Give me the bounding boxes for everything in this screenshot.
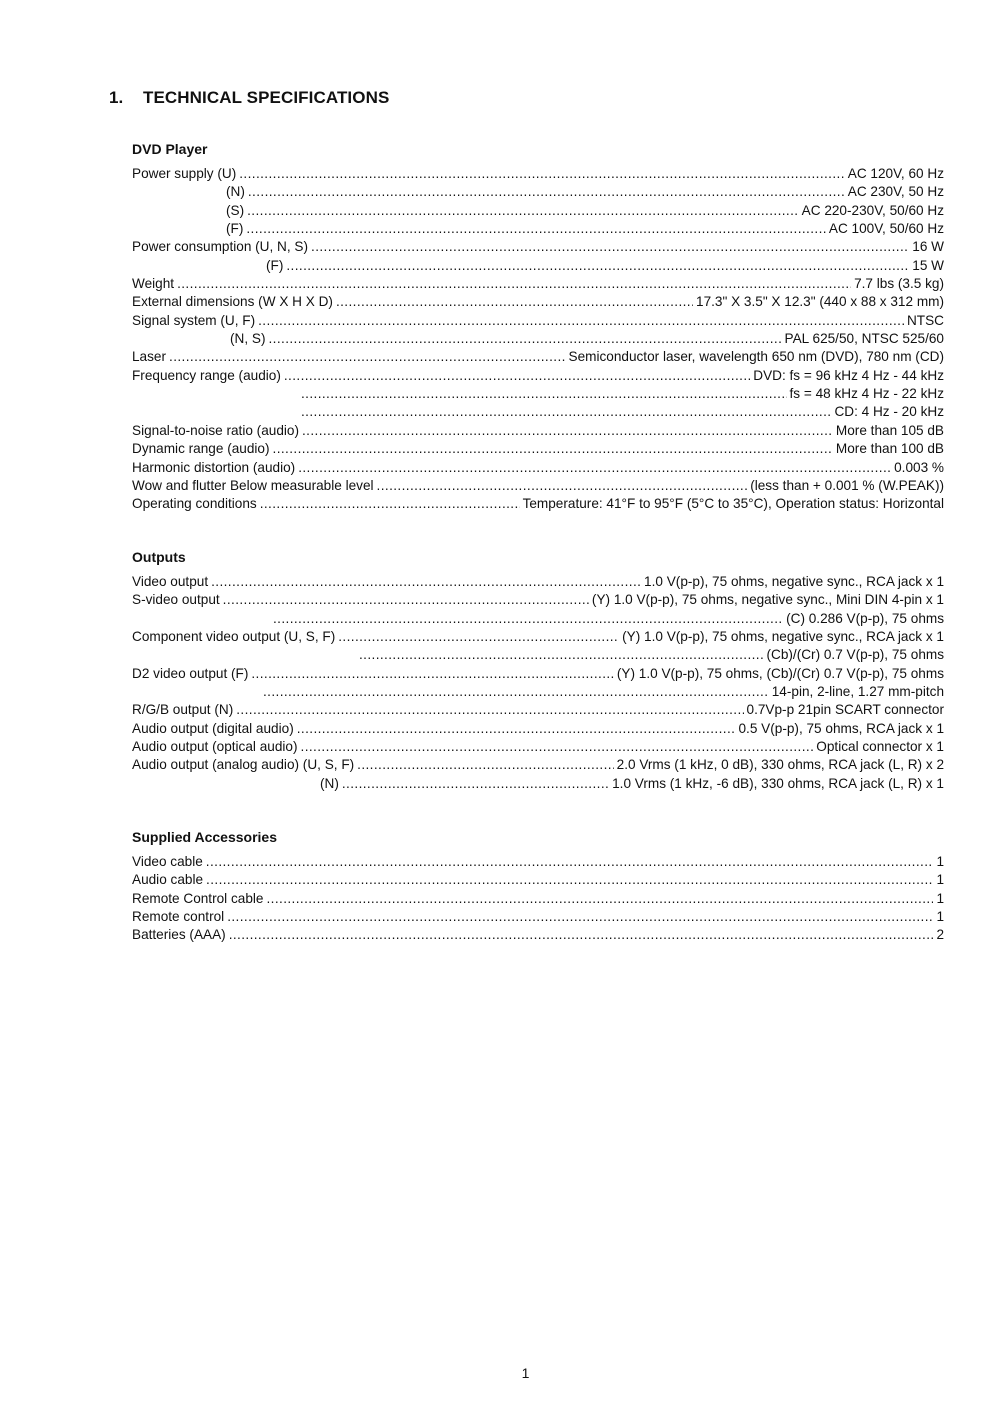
dot-leader: [239, 165, 845, 183]
spec-row: [132, 720, 944, 738]
spec-value: (Y) 1.0 V(p-p), 75 ohms, (Cb)/(Cr) 0.7 V(p-p), 75 ohms: [616, 665, 944, 681]
dot-leader: [273, 610, 783, 628]
spec-value: Temperature: 41°F to 95°F (5°C to 35°C), Operation status: Horizontal: [522, 496, 944, 512]
spec-row: [132, 591, 944, 609]
dot-leader: [269, 330, 782, 348]
spec-row: [132, 683, 944, 701]
dot-leader: [301, 738, 814, 756]
dot-leader: [246, 220, 826, 238]
dot-leader: [301, 403, 831, 421]
spec-row: [132, 756, 944, 774]
spec-value: (Y) 1.0 V(p-p), 75 ohms, negative sync., Mini DIN 4-pin x 1: [591, 592, 944, 608]
spec-row: [132, 330, 944, 348]
spec-value: (Cb)/(Cr) 0.7 V(p-p), 75 ohms: [766, 647, 944, 663]
dot-leader: [342, 775, 609, 793]
section-outputs: [132, 548, 944, 793]
spec-row: [132, 646, 944, 664]
spec-row: [132, 628, 944, 646]
spec-row: [132, 348, 944, 366]
dot-leader: [338, 628, 619, 646]
dot-leader: [301, 385, 787, 403]
spec-label: Video output: [132, 574, 209, 589]
spec-row: [132, 422, 944, 440]
spec-value: AC 100V, 50/60 Hz: [828, 221, 944, 237]
dot-leader: [260, 495, 520, 513]
section-number: 1.: [109, 88, 124, 107]
section-supplied-accessories: [132, 828, 944, 945]
dot-leader: [247, 202, 799, 220]
spec-value: 0.5 V(p-p), 75 ohms, RCA jack x 1: [738, 720, 944, 736]
spec-label: Laser: [132, 349, 167, 365]
spec-value: 16 W: [912, 239, 944, 255]
spec-row: [132, 890, 944, 908]
dot-leader: [206, 853, 934, 871]
spec-label: Wow and flutter Below measurable level: [132, 477, 374, 493]
spec-value: CD: 4 Hz - 20 kHz: [834, 404, 944, 420]
spec-label: (N): [226, 184, 245, 200]
dot-leader: [227, 908, 933, 926]
spec-row: [132, 459, 944, 477]
spec-value: More than 100 dB: [835, 441, 944, 457]
spec-value: Optical connector x 1: [816, 739, 944, 755]
spec-value: PAL 625/50, NTSC 525/60: [784, 331, 944, 347]
spec-label: Operating conditions: [132, 496, 257, 512]
spec-value: 1.0 V(p-p), 75 ohms, negative sync., RCA jack x 1: [644, 574, 944, 589]
spec-row: [132, 701, 944, 719]
page-title: [109, 88, 389, 108]
spec-row: [132, 257, 944, 275]
spec-value: 1: [936, 909, 944, 925]
dot-leader: [258, 312, 904, 330]
spec-value: NTSC: [906, 312, 944, 328]
spec-row: [132, 165, 944, 183]
spec-label: D2 video output (F): [132, 665, 249, 681]
spec-label: S-video output: [132, 592, 220, 608]
spec-row: [132, 665, 944, 683]
dot-leader: [377, 477, 748, 495]
spec-row: [132, 275, 944, 293]
spec-row: [132, 610, 944, 628]
spec-value: (C) 0.286 V(p-p), 75 ohms: [786, 610, 944, 626]
dot-leader: [357, 756, 613, 774]
spec-value: 15 W: [912, 257, 944, 273]
dot-leader: [236, 701, 743, 719]
spec-label: (N, S): [230, 331, 266, 347]
page-number: 1: [521, 1365, 530, 1381]
spec-value: (less than + 0.001 % (W.PEAK)): [750, 477, 944, 493]
spec-row: [132, 202, 944, 220]
spec-label: Audio output (analog audio) (U, S, F): [132, 757, 355, 773]
spec-label: Frequency range (audio): [132, 367, 281, 383]
spec-label: Audio output (optical audio): [132, 739, 298, 755]
spec-label: Harmonic distortion (audio): [132, 459, 296, 475]
spec-row: [132, 293, 944, 311]
spec-row: [132, 853, 944, 871]
spec-label: Signal-to-noise ratio (audio): [132, 422, 299, 438]
spec-label: Dynamic range (audio): [132, 441, 270, 457]
dot-leader: [302, 422, 833, 440]
spec-row: [132, 312, 944, 330]
spec-label: (F): [266, 257, 284, 273]
spec-row: [132, 908, 944, 926]
spec-value: 1: [936, 872, 944, 888]
spec-value: 0.003 %: [894, 459, 944, 475]
spec-label: R/G/B output (N): [132, 702, 234, 718]
spec-label: Signal system (U, F): [132, 312, 256, 328]
dot-leader: [263, 683, 769, 701]
spec-value: 1.0 Vrms (1 kHz, -6 dB), 330 ohms, RCA jack (L, R) x 1: [612, 775, 944, 791]
dot-leader: [266, 890, 933, 908]
spec-value: 2.0 Vrms (1 kHz, 0 dB), 330 ohms, RCA jack (L, R) x 2: [616, 757, 944, 773]
spec-value: More than 105 dB: [835, 422, 944, 438]
dot-leader: [229, 926, 934, 944]
spec-value: fs = 48 kHz 4 Hz - 22 kHz: [789, 386, 944, 402]
dot-leader: [211, 573, 641, 591]
spec-row: [132, 183, 944, 201]
spec-label: Audio cable: [132, 872, 204, 888]
spec-label: (F): [226, 221, 244, 237]
dot-leader: [248, 183, 845, 201]
section-dvd-player: [132, 140, 944, 514]
dot-leader: [298, 459, 891, 477]
section-heading: DVD Player: [132, 141, 208, 157]
spec-value: 17.3" X 3.5" X 12.3" (440 x 88 x 312 mm): [696, 294, 944, 310]
spec-row: [132, 871, 944, 889]
dot-leader: [286, 257, 909, 275]
spec-value: (Y) 1.0 V(p-p), 75 ohms, negative sync., RCA jack x 1: [622, 629, 944, 645]
spec-label: Power supply (U): [132, 166, 237, 181]
spec-value: 7.7 lbs (3.5 kg): [854, 276, 944, 292]
section-heading: Outputs: [132, 549, 186, 565]
spec-row: [132, 367, 944, 385]
spec-value: 1: [936, 854, 944, 869]
spec-value: 14-pin, 2-line, 1.27 mm-pitch: [771, 684, 944, 700]
spec-label: Component video output (U, S, F): [132, 629, 336, 645]
dot-leader: [169, 348, 565, 366]
spec-label: Video cable: [132, 854, 203, 869]
spec-row: [132, 385, 944, 403]
spec-row: [132, 738, 944, 756]
dot-leader: [359, 646, 763, 664]
spec-label: (N): [320, 775, 339, 791]
spec-label: (S): [226, 202, 245, 218]
spec-label: Remote Control cable: [132, 890, 264, 906]
spec-label: Weight: [132, 276, 175, 292]
dot-leader: [311, 238, 909, 256]
dot-leader: [297, 720, 736, 738]
dot-leader: [273, 440, 833, 458]
spec-row: [132, 403, 944, 421]
spec-value: 0.7Vp-p 21pin SCART connector: [746, 702, 944, 718]
spec-label: Batteries (AAA): [132, 927, 226, 943]
spec-row: [132, 440, 944, 458]
dot-leader: [206, 871, 933, 889]
spec-row: [132, 238, 944, 256]
dot-leader: [284, 367, 750, 385]
dot-leader: [223, 591, 589, 609]
spec-row: [132, 220, 944, 238]
spec-value: DVD: fs = 96 kHz 4 Hz - 44 kHz: [753, 367, 944, 383]
spec-row: [132, 775, 944, 793]
dot-leader: [336, 293, 693, 311]
spec-value: AC 230V, 50 Hz: [847, 184, 944, 200]
spec-value: Semiconductor laser, wavelength 650 nm (DVD), 780 nm (CD): [568, 349, 944, 365]
section-title: TECHNICAL SPECIFICATIONS: [143, 88, 390, 107]
spec-label: Remote control: [132, 909, 225, 925]
section-heading: Supplied Accessories: [132, 829, 277, 845]
spec-value: AC 120V, 60 Hz: [847, 166, 944, 181]
spec-value: 1: [936, 890, 944, 906]
spec-row: [132, 573, 944, 591]
dot-leader: [177, 275, 851, 293]
spec-row: [132, 477, 944, 495]
spec-value: 2: [936, 927, 944, 943]
spec-row: [132, 926, 944, 944]
spec-label: Power consumption (U, N, S): [132, 239, 309, 255]
dot-leader: [251, 665, 614, 683]
spec-label: Audio output (digital audio): [132, 720, 294, 736]
spec-row: [132, 495, 944, 513]
spec-label: External dimensions (W X H X D): [132, 294, 333, 310]
spec-value: AC 220-230V, 50/60 Hz: [801, 202, 944, 218]
